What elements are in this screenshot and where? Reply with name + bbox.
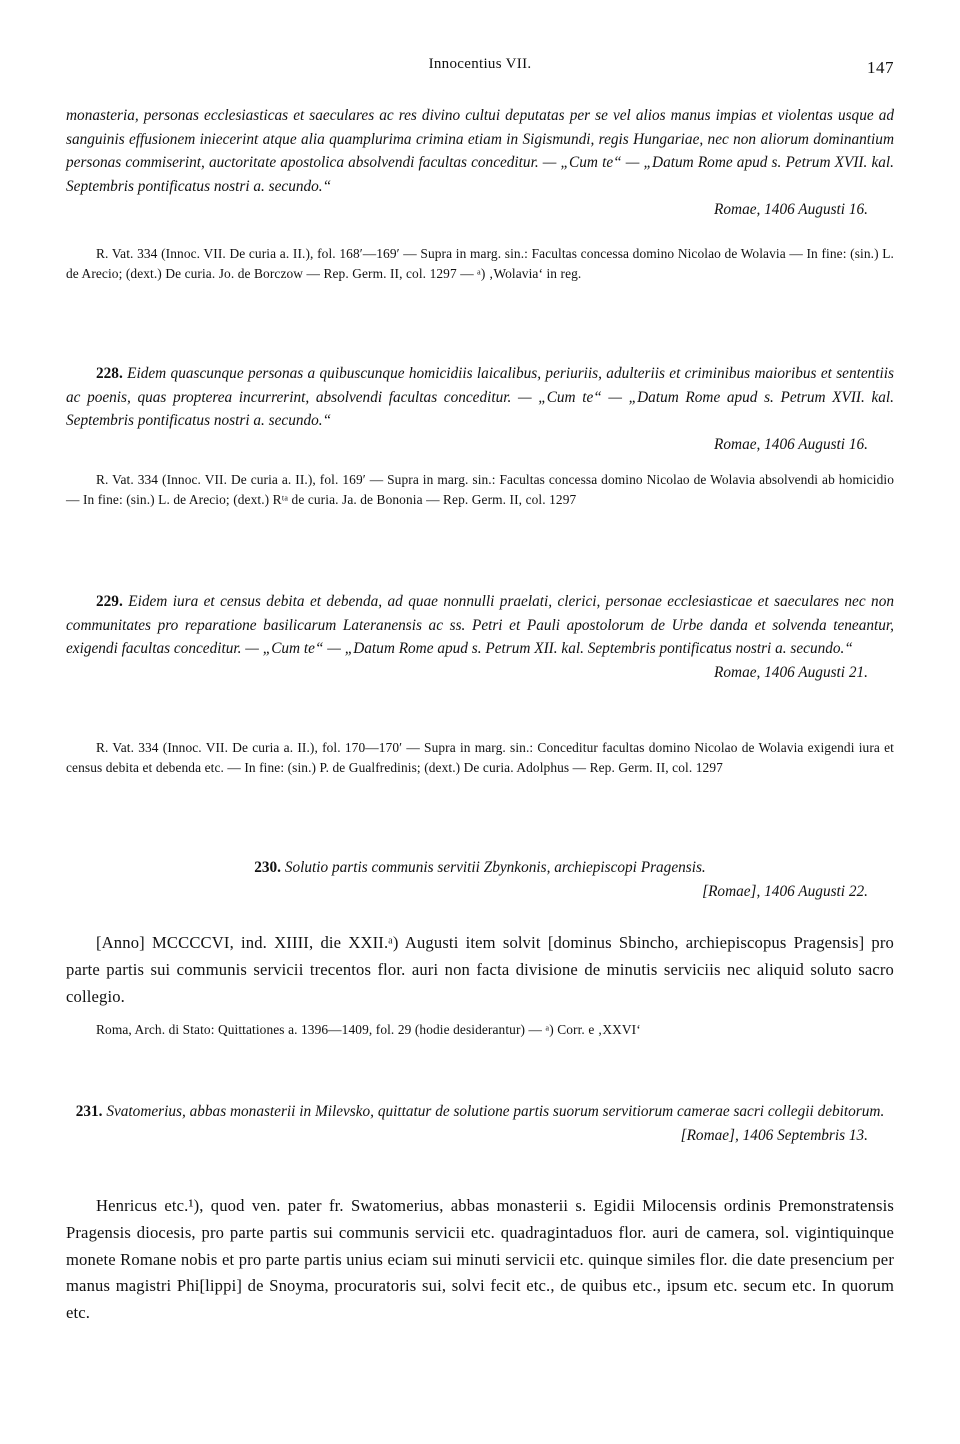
entry-230	[66, 856, 894, 903]
entry-227-source-text: R. Vat. 334 (Innoc. VII. De curia a. II.), fol. 168′—169′ — Supra in marg. sin.: Facultas concessa domino Nicolao de Wolavia — In fine: (sin.) L. de Arecio; (dext.) De curia. Jo. de Borczow — Rep. Germ. II, col. 1297 — ᵃ) ‚Wolavia‘ in reg.	[66, 246, 894, 282]
entry-231-body-text: Henricus etc.¹), quod ven. pater fr. Swatomerius, abbas monasterii s. Egidii Milocensis ordinis Premonstratensis Pragensis diocesis, pro parte partis sui communis servicii etc. quadragintaduos flor. auri de camera, sol. vigintiquinque monete Romane nobis et pro parte partis unius eciam sui minuti servicii etc. quinque similes flor. die date presencium per manus magistri Phi[lippi] de Snoyma, procuratoris sui, solvi fecit etc., de quibus etc., ipsum etc. secum etc. In quorum etc.	[66, 1196, 894, 1323]
entry-229-source	[66, 738, 894, 779]
entry-230-source-text: Roma, Arch. di Stato: Quittationes a. 1396—1409, fol. 29 (hodie desiderantur) — ᵃ) Corr. e ‚XXVI‘	[96, 1022, 641, 1037]
entry-228-text: Eidem quascunque personas a quibuscunque homicidiis laicalibus, periuriis, adulteriis et criminibus maioribus et sententiis ac poenis, quas propterea incurrerint, absolvendi facultas conceditur. — „Cum te“ — „Datum Rome apud s. Petrum XVII. kal. Septembris pontificatus nostri a. secundo.“	[66, 365, 894, 429]
entry-228-source-text: R. Vat. 334 (Innoc. VII. De curia a. II.), fol. 169′ — Supra in marg. sin.: Facultas concessa domino Nicolao de Wolavia absolvendi ab homicidio — In fine: (sin.) L. de Arecio; (dext.) Rᵗᵃ de curia. Ja. de Bononia — Rep. Germ. II, col. 1297	[66, 472, 894, 508]
entry-229-number: 229.	[96, 593, 123, 610]
entry-231-title: Svatomerius, abbas monasterii in Milevsko, quittatur de solutione partis suorum servitiorum camerae sacri collegii debitorum.	[106, 1103, 885, 1120]
entry-231-dateline: [Romae], 1406 Septembris 13.	[680, 1126, 868, 1144]
entry-228	[66, 362, 894, 456]
entry-227-dateline: Romae, 1406 Augusti 16.	[714, 201, 868, 218]
running-header	[66, 56, 894, 80]
entry-227	[66, 104, 894, 222]
entry-230-source	[66, 1020, 894, 1040]
entry-231	[66, 1100, 894, 1147]
entry-230-dateline: [Romae], 1406 Augusti 22.	[702, 882, 868, 900]
entry-230-body	[66, 930, 894, 1010]
entry-230-body-text: [Anno] MCCCCVI, ind. XIIII, die XXII.ᵃ) Augusti item solvit [dominus Sbincho, archiepiscopus Pragensis] pro parte partis sui communis servicii trecentos flor. auri non facta divisione de minutis serviciis nec aliquid soluto sacro collegio.	[66, 933, 894, 1006]
entry-228-dateline: Romae, 1406 Augusti 16.	[714, 435, 868, 453]
entry-228-source	[66, 470, 894, 511]
entry-229-source-text: R. Vat. 334 (Innoc. VII. De curia a. II.), fol. 170—170′ — Supra in marg. sin.: Conceditur facultas domino Nicolao de Wolavia exigendi iura et census debita et debenda etc. — In fine: (sin.) P. de Gualfredinis; (dext.) De curia. Adolphus — Rep. Germ. II, col. 1297	[66, 740, 894, 776]
page-number: 147	[867, 58, 894, 77]
entry-230-title: Solutio partis communis servitii Zbynkonis, archiepiscopi Pragensis.	[284, 859, 706, 876]
entry-231-body	[66, 1193, 894, 1327]
entry-230-number: 230.	[254, 859, 281, 876]
entry-229	[66, 590, 894, 684]
entry-227-text: monasteria, personas ecclesiasticas et saeculares ac res divino cultui deputatas per se vel alios manus impias et violentas usque ad sanguinis effusionem iniecerint atque alia quamplurima crimina etiam in Sigismundi, regis Hungariae, nec non aliorum dominantium personas commiserint, auctoritate apostolica absolvendi facultas conceditur. — „Cum te“ — „Datum Rome apud s. Petrum XVII. kal. Septembris pontificatus nostri a. secundo.“	[66, 107, 894, 195]
entry-229-dateline: Romae, 1406 Augusti 21.	[714, 663, 868, 681]
running-title: Innocentius VII.	[428, 56, 532, 72]
entry-227-source	[66, 244, 894, 285]
entry-231-number: 231.	[75, 1103, 103, 1120]
entry-229-text: Eidem iura et census debita et debenda, ad quae nonnulli praelati, clerici, personae ecclesiasticae et saeculares nec non communitates pro reparatione basilicarum Lateranensis ac ss. Petri et Pauli apostolorum de Urbe danda et solvenda teneantur, exigendi facultas conceditur. — „Cum te“ — „Datum Rome apud s. Petrum XII. kal. Septembris pontificatus nostri a. secundo.“	[66, 593, 894, 657]
entry-228-number: 228.	[96, 365, 123, 382]
